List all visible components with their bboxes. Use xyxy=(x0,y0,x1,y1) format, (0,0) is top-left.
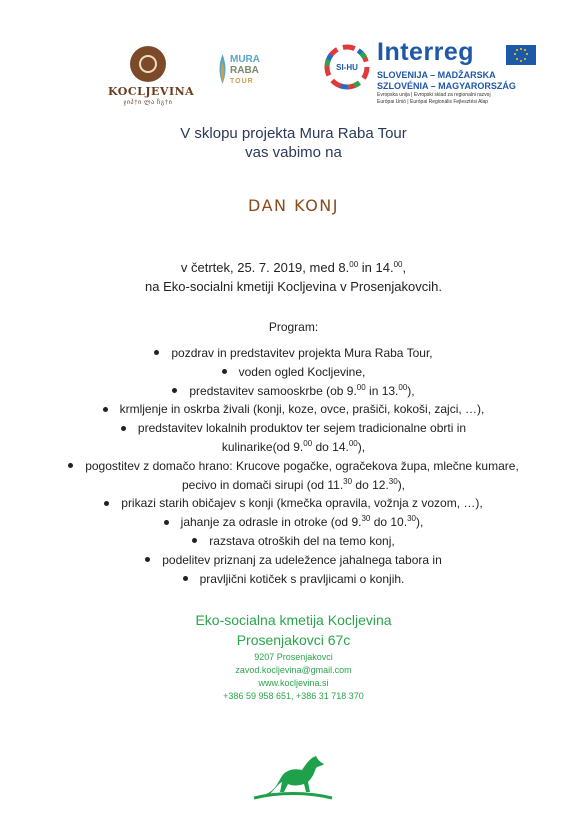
intro-line2: vas vabimo na xyxy=(245,144,342,161)
event-datetime: v četrtek, 25. 7. 2019, med 8.00 in 14.00, xyxy=(180,260,407,275)
program-list xyxy=(0,344,587,588)
program-item-time-sup: 00 xyxy=(398,382,408,392)
program-item xyxy=(0,457,587,476)
bullet-icon xyxy=(68,463,73,468)
program-item-text: predstavitev lokalnih produktov ter sejem tradicionalne obrti in xyxy=(137,421,467,436)
footer-email[interactable]: zavod.kocljevina@gmail.com xyxy=(235,665,352,675)
program-item-text: kulinarike(od 9. xyxy=(221,439,304,454)
program-item-text: do 14. xyxy=(312,439,349,454)
program-item xyxy=(0,494,587,513)
interreg-line1: SLOVENIJA – MADŽARSKA xyxy=(377,70,496,80)
kocljevina-logo-subtitle: ჯიპ†ი ლა ჩგ†ი xyxy=(123,100,173,106)
program-item-time-sup: 30 xyxy=(388,476,398,486)
program-item-text: krmljenje in oskrba živali (konji, koze, ovce, prašiči, kokoši, zajci, …), xyxy=(119,402,485,417)
program-item xyxy=(0,400,587,419)
program-item-text: do 10. xyxy=(370,515,408,530)
program-item-text: pecivo in domači sirupi (od 11. xyxy=(181,477,344,492)
logo-bar xyxy=(0,40,587,120)
kocljevina-logo xyxy=(108,46,195,106)
bullet-icon xyxy=(104,501,109,506)
program-item-text: do 12. xyxy=(352,477,389,492)
program-item-text: pogostitev z domačo hrano: Krucove pogačke, ogračekova župa, mlečne kumare, xyxy=(85,458,519,473)
program-item xyxy=(0,532,587,551)
program-item xyxy=(0,570,587,589)
eu-flag-icon xyxy=(506,45,536,65)
program-item-text: ), xyxy=(397,477,406,492)
program-item-time-sup: 00 xyxy=(303,438,313,448)
event-title: DAN KONJ xyxy=(248,196,339,215)
program-item xyxy=(0,551,587,570)
program-item xyxy=(0,513,587,532)
event-when xyxy=(0,258,587,296)
interreg-logo xyxy=(322,40,542,116)
event-location: na Eko-socialni kmetiji Kocljevina v Prosenjakovcih. xyxy=(145,279,442,294)
bullet-icon xyxy=(103,407,108,412)
program-item-text: razstava otroških del na temo konj, xyxy=(209,533,395,548)
bullet-icon xyxy=(222,369,227,374)
program-item-time-sup: 00 xyxy=(356,382,366,392)
program-item xyxy=(0,438,587,457)
program-item-time-sup: 00 xyxy=(348,438,358,448)
program-item-text: prikazi starih običajev s konji (kmečka opravila, vožnja z vozom, …), xyxy=(121,496,483,511)
footer-contact xyxy=(0,651,587,703)
program-item-text: ), xyxy=(415,515,424,530)
interreg-line2: SZLOVÉNIA – MAGYARORSZÁG xyxy=(377,81,516,91)
program-item-text: in 13. xyxy=(365,383,399,398)
program-item-text: voden ogled Kocljevine, xyxy=(238,364,366,379)
interreg-title: Interreg xyxy=(377,38,475,66)
program-item-text: jahanje za odrasle in otroke (od 9. xyxy=(180,515,362,530)
intro-text xyxy=(0,124,587,162)
footer-address: 9207 Prosenjakovci xyxy=(254,652,333,662)
program-item xyxy=(0,382,587,401)
mura-drop-icon xyxy=(218,54,227,84)
program-item xyxy=(0,419,587,438)
program-item-text: podelitev priznanj za udeležence jahalnega tabora in xyxy=(162,552,442,567)
bullet-icon xyxy=(172,388,177,393)
bullet-icon xyxy=(121,426,126,431)
interreg-line3: Evropska unija | Evropski sklad za regionalni razvoj xyxy=(377,92,491,98)
program-item xyxy=(0,363,587,382)
bullet-icon xyxy=(154,350,159,355)
program-item-text: predstavitev samooskrbe (ob 9. xyxy=(189,383,357,398)
bullet-icon xyxy=(164,520,169,525)
kocljevina-emblem-icon xyxy=(130,46,166,82)
interreg-partners-ring-icon xyxy=(322,42,372,92)
program-item-text: ), xyxy=(407,383,415,398)
mura-logo-line3: TOUR xyxy=(230,78,254,85)
program-heading: Program: xyxy=(268,320,319,334)
footer-phone: +386 59 958 651, +386 31 718 370 xyxy=(223,691,364,701)
footer-street: Prosenjakovci 67c xyxy=(236,632,351,648)
kocljevina-logo-name: KOCLJEVINA xyxy=(108,85,195,98)
mura-logo-line1: MURA xyxy=(230,54,260,65)
footer-web[interactable]: www.kocljevina.si xyxy=(258,678,329,688)
program-item xyxy=(0,476,587,495)
program-item-text: pozdrav in predstavitev projekta Mura Raba Tour, xyxy=(171,346,433,360)
mura-logo-line2: RABA xyxy=(230,65,259,76)
bullet-icon xyxy=(192,538,197,543)
program-item-time-sup: 30 xyxy=(343,476,353,486)
horse-logo-icon xyxy=(248,752,338,802)
si-hu-badge: SI-HU xyxy=(336,63,358,72)
program-item xyxy=(0,344,587,363)
program-item-text: pravljični kotiček s pravljicami o konjih. xyxy=(199,571,405,586)
intro-line1: V sklopu projekta Mura Raba Tour xyxy=(180,125,407,142)
interreg-line4: Európai Unió | Európai Regionális Fejlesztési Alap xyxy=(377,99,489,105)
program-item-time-sup: 30 xyxy=(407,514,416,524)
program-item-time-sup: 30 xyxy=(361,514,371,524)
program-item-text: ), xyxy=(357,439,366,454)
bullet-icon xyxy=(183,576,188,581)
bullet-icon xyxy=(145,557,150,562)
footer-farm xyxy=(0,610,587,650)
footer-name: Eko-socialna kmetija Kocljevina xyxy=(195,612,392,628)
